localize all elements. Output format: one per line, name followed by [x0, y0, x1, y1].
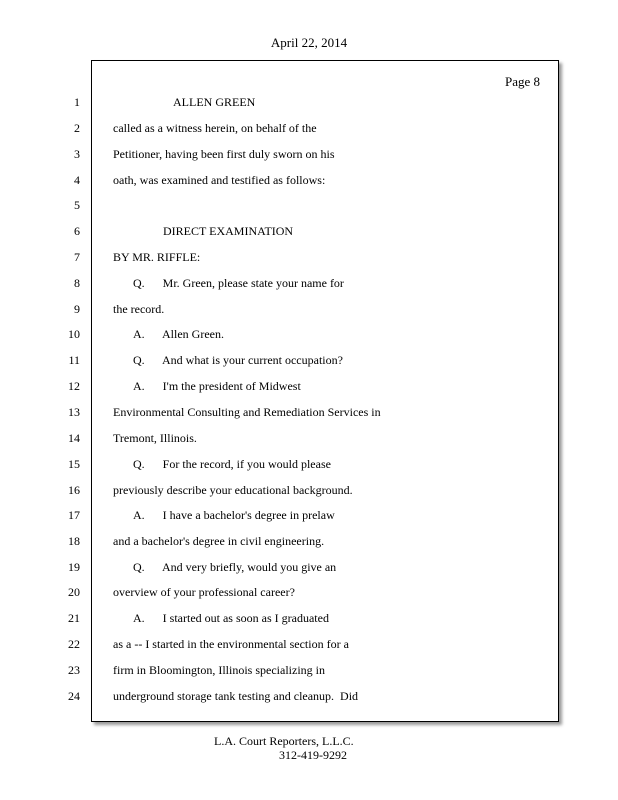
transcript-line: A. I have a bachelor's degree in prelaw [133, 508, 335, 522]
footer-phone: 312-419-9292 [279, 748, 347, 762]
transcript-line: Q. And what is your current occupation? [133, 353, 343, 367]
line-number: 24 [68, 689, 80, 703]
transcript-line: A. Allen Green. [133, 327, 224, 341]
page-number: Page 8 [504, 74, 540, 89]
transcript-line: Environmental Consulting and Remediation Services in [113, 405, 381, 419]
transcript-line: overview of your professional career? [113, 585, 295, 599]
line-number: 13 [68, 405, 80, 419]
transcript-line: and a bachelor's degree in civil engineering. [113, 534, 325, 548]
transcript-line: BY MR. RIFFLE: [113, 250, 201, 264]
line-number: 14 [68, 431, 80, 445]
transcript-line: A. I started out as soon as I graduated [133, 611, 329, 625]
line-number: 1 [74, 95, 80, 109]
transcript-line: Tremont, Illinois. [113, 431, 197, 445]
line-number: 5 [74, 198, 80, 212]
line-number: 7 [74, 250, 80, 264]
transcript-line: Petitioner, having been first duly sworn on his [113, 147, 335, 161]
line-number: 21 [68, 611, 80, 625]
line-number: 18 [68, 534, 80, 548]
transcript-line: underground storage tank testing and cleanup. Did [113, 689, 359, 703]
line-number: 20 [68, 585, 80, 599]
line-number: 23 [68, 663, 80, 677]
line-number: 19 [68, 560, 80, 574]
transcript-line: previously describe your educational background. [113, 483, 353, 497]
transcript-line: the record. [113, 302, 165, 316]
line-number: 11 [68, 353, 80, 367]
transcript-line: called as a witness herein, on behalf of the [113, 121, 317, 135]
line-number: 2 [74, 121, 80, 135]
line-number: 9 [74, 302, 80, 316]
line-number: 15 [68, 457, 80, 471]
line-number: 12 [68, 379, 80, 393]
line-number: 22 [68, 637, 80, 651]
header-date: April 22, 2014 [270, 35, 348, 50]
transcript-line: oath, was examined and testified as follows: [113, 173, 326, 187]
transcript-line: Q. For the record, if you would please [133, 457, 331, 471]
line-number: 17 [68, 508, 80, 522]
transcript-line: Q. Mr. Green, please state your name for [133, 276, 344, 290]
line-number: 4 [74, 173, 80, 187]
transcript-line: DIRECT EXAMINATION [163, 224, 294, 238]
transcript-line: as a -- I started in the environmental section for a [113, 637, 349, 651]
line-number: 6 [74, 224, 80, 238]
line-number: 8 [74, 276, 80, 290]
line-number: 3 [74, 147, 80, 161]
transcript-line: ALLEN GREEN [173, 95, 256, 109]
transcript-line: A. I'm the president of Midwest [133, 379, 301, 393]
line-number: 16 [68, 483, 80, 497]
footer-company: L.A. Court Reporters, L.L.C. [214, 734, 354, 748]
line-number: 10 [68, 327, 80, 341]
transcript-line: Q. And very briefly, would you give an [133, 560, 337, 574]
transcript-line: firm in Bloomington, Illinois specializing in [113, 663, 325, 677]
